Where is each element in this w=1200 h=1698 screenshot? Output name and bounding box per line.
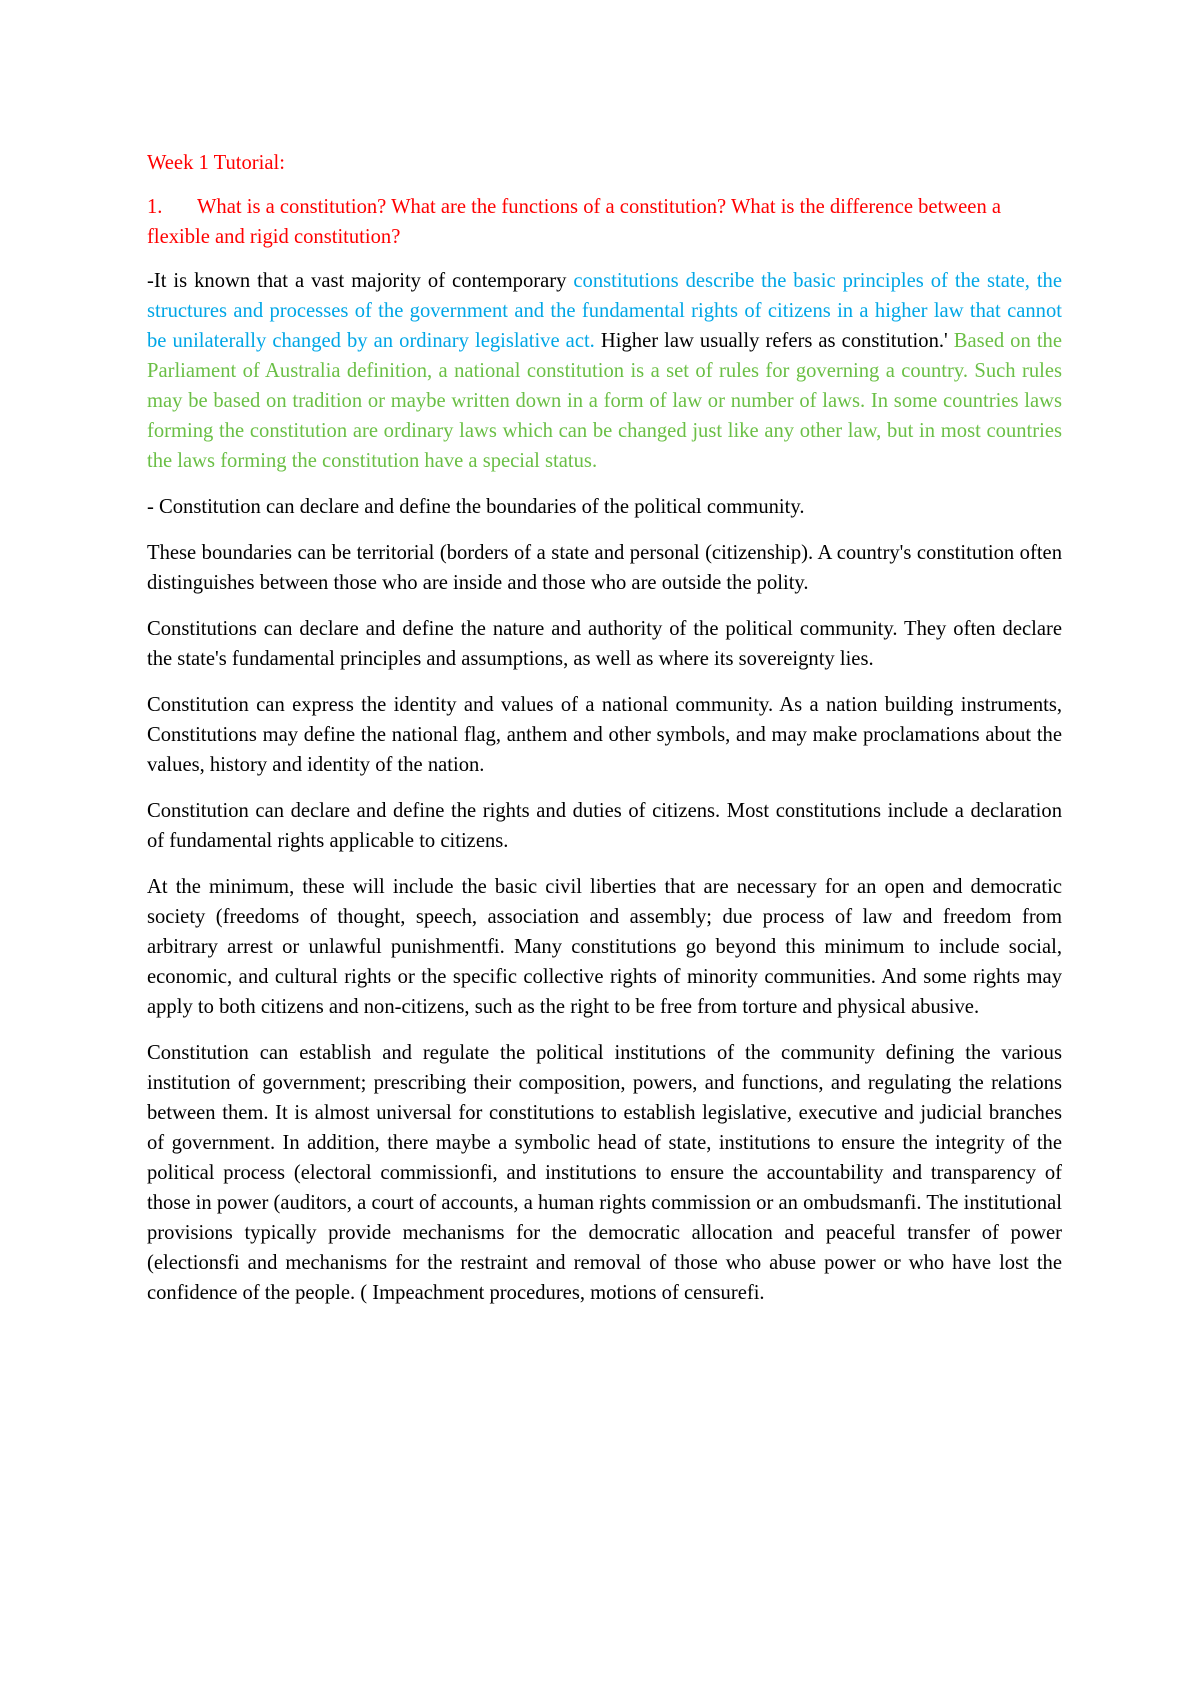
question-1 — [147, 192, 1062, 252]
question-number: 1. — [147, 196, 163, 218]
body-paragraph-identity-values: Constitution can express the identity and values of a national community. As a nation building instruments, Constitutions may define the national flag, anthem and other symbols, and may make proclamations about the values, history and identity of the nation. — [147, 694, 1062, 776]
intro-highlight-blue: constitutions describe the basic principles of the state, the structures and processes of the government and the fundamental rights of citizens in a higher law that cannot be unilaterally changed by an ordinary legislative act. — [147, 270, 1062, 352]
intro-part-1: -It is known that a vast majority of contemporary — [147, 270, 574, 292]
body-paragraph-rights-duties: Constitution can declare and define the rights and duties of citizens. Most constitutions include a declaration of fundamental rights applicable to citizens. — [147, 800, 1062, 852]
intro-highlight-green: Based on the Parliament of Australia definition, a national constitution is a set of rules for governing a country. Such rules may be based on tradition or maybe written down in a form of law or number of laws. In some countries laws forming the constitution are ordinary laws which can be changed just like any other law, but in most countries the laws forming the constitution have a special status. — [147, 330, 1062, 472]
body-paragraph-boundaries: These boundaries can be territorial (borders of a state and personal (citizenship). A country's constitution often distinguishes between those who are inside and those who are outside the polity. — [147, 542, 1062, 594]
body-paragraph-institutions: Constitution can establish and regulate the political institutions of the community defining the various institution of government; prescribing their composition, powers, and functions, and regulating the relations between them. It is almost universal for constitutions to establish legislative, executive and judicial branches of government. In addition, there maybe a symbolic head of state, institutions to ensure the integrity of the political process (electoral commissionfi, and institutions to ensure the accountability and transparency of those in power (auditors, a court of accounts, a human rights commission or an ombudsmanfi. The institutional provisions typically provide mechanisms for the democratic allocation and peaceful transfer of power (electionsfi and mechanisms for the restraint and removal of those who abuse power or who have lost the confidence of the people. ( Impeachment procedures, motions of censurefi. — [147, 1042, 1062, 1304]
body-paragraph-nature-authority: Constitutions can declare and define the nature and authority of the political community. They often declare the state's fundamental principles and assumptions, as well as where its sovereignty lies. — [147, 618, 1062, 670]
question-text: What is a constitution? What are the functions of a constitution? What is the difference between a flexible and rigid constitution? — [147, 196, 1002, 248]
body-paragraph-boundaries-intro: - Constitution can declare and define the boundaries of the political community. — [147, 496, 805, 518]
intro-part-3: Higher law usually refers as constitution.' — [594, 330, 954, 352]
intro-paragraph — [147, 266, 1062, 476]
tutorial-title: Week 1 Tutorial: — [147, 152, 285, 174]
document-page — [147, 148, 1062, 1324]
body-paragraph-civil-liberties: At the minimum, these will include the basic civil liberties that are necessary for an open and democratic society (freedoms of thought, speech, association and assembly; due process of law and freedom from arbitrary arrest or unlawful punishmentfi. Many constitutions go beyond this minimum to include social, economic, and cultural rights or the specific collective rights of minority communities. And some rights may apply to both citizens and non-citizens, such as the right to be free from torture and physical abusive. — [147, 876, 1062, 1018]
